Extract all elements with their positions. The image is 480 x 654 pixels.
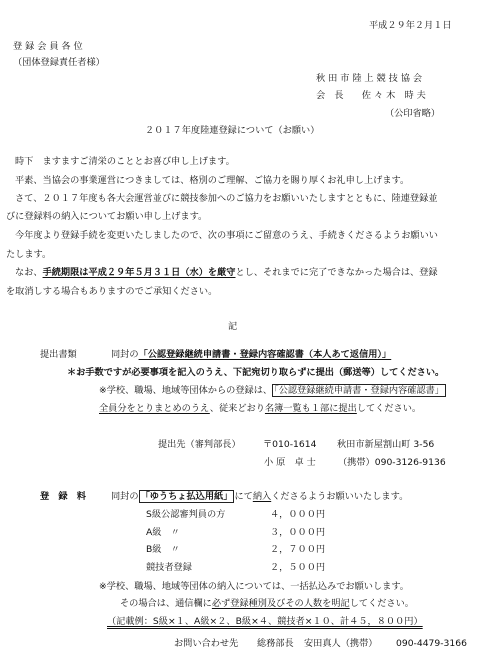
addressee-note: （団体登録責任者様） [13,57,105,68]
deadline-paragraph-line1 [15,268,438,277]
group-submission-prefix: ※学校、職場、地域等団体からの登録は、 [99,385,273,396]
submit-text: してください。 [356,403,422,414]
payment-example: （記載例：S級×１、A級×２、B級×４、競技者×１０、計４５，８００円） [107,616,423,627]
contact-name: 安田真人（携帯） [304,638,378,649]
submission-note: ＊お手数ですが必要事項を記入のうえ、下記宛切り取らずに提出（郵送等）してください。 [67,367,445,378]
greeting-paragraph: 時下 ますますご清栄のこととお喜び申し上げます。 [15,156,235,167]
all-members-text: 全員分をとりまとめのうえ [99,403,210,414]
contact-label: お問い合わせ先 [174,638,239,649]
destination-label: 提出先（審判部長） [158,439,241,450]
sender-organization: 秋 田 市 陸 上 競 技 協 会 [316,73,423,84]
payment-memo-note [120,599,414,608]
submission-enclosed: 同封の [111,349,139,360]
group-submission-instruction [99,404,421,413]
fee-category: 競技者登録 [146,561,192,573]
memo-required-text: 必ず登録種別及びその人数を明記 [211,598,350,609]
destination-phone: （携帯）090-3126-9136 [338,457,446,468]
fee-category: A級 〃 [146,526,180,538]
request-paragraph-line2: びに登録料の納入についてお願い申し上げます。 [6,211,208,222]
deadline-suffix: とし、それまでに完了できなかった場合は、登録 [235,267,438,278]
destination-postal-code: 〒010-1614 [263,439,317,450]
submission-form-name: 「公認登録継続申請書・登録内容確認書（本人あて返信用）」 [138,349,392,360]
thanks-paragraph: 平素、当協会の事業運営につきましては、格別のご理解、ご協力を賜り厚くお礼申し上げます。 [15,175,410,186]
fees-enclosed: 同封の [111,491,139,502]
deadline-prefix: なお、 [15,267,43,278]
procedure-paragraph-line2: たします。 [6,249,52,260]
procedure-paragraph-line1: 今年度より登録手続を変更いたしましたので、次の事項にご留意のうえ、手続きくださるようお願いい [15,230,438,241]
fee-amount: ４，０００円 [270,509,326,520]
fees-label: 登 録 料 [40,491,86,502]
fee-row [146,528,325,537]
fees-by: にて [234,491,253,502]
group-submission-note [99,386,446,395]
fee-amount: ２，７００円 [270,544,326,555]
ki-heading: 記 [228,321,238,332]
memo-suffix: してください。 [349,598,414,609]
contact-phone: 090-4479-3166 [396,638,467,649]
group-submission-form: 「公認登録継続申請書・登録内容確認書」 [274,385,445,396]
fees-instruction [111,492,408,501]
document-subject: ２０１７年度陸連登録について（お願い） [145,125,320,136]
fee-row [146,545,325,554]
memo-prefix: その場合は、通信欄に [120,598,212,609]
fee-amount: ３，０００円 [270,526,326,538]
as-before-text: 、従来どおり [209,403,265,414]
group-payment-note: ※学校、職場、地域等団体の納入については、一括払込みでお願いします。 [99,581,409,592]
deadline-text: 手続期限は平成２９年５月３１日（水）を厳守 [42,267,236,278]
deadline-paragraph-line2: を取消しする場合もありますのでご承知ください。 [6,286,218,297]
fees-request: くださるようお願いいたします。 [271,491,409,502]
fee-amount: ２，５００円 [270,561,326,573]
fee-row [146,510,325,519]
addressee: 登 録 会 員 各 位 [13,41,83,52]
fee-category: S級公認審判員の方 [146,509,226,520]
destination-address: 秋田市新屋割山町 3-56 [337,439,435,450]
fees-form-name: 「ゆうちょ払込用紙」 [140,491,233,502]
document-date: 平成２９年２月１日 [369,20,452,31]
submission-form-line [111,350,391,359]
seal-omitted-note: （公印省略） [385,108,441,119]
fee-category: B級 〃 [146,544,180,555]
request-paragraph-line1: さて、２０１７年度も各大会運営並びに競技参加へのご協力をお願いいたしますとともに、陸連登録並 [15,193,438,204]
fee-row [146,563,325,572]
submission-label: 提出書類 [40,349,77,360]
destination-person: 小 原 卓 士 [264,457,316,468]
fees-payment: 納入 [252,491,272,502]
contact-role: 総務部長 [257,638,294,649]
sender-president: 会 長 佐 々 木 時 夫 [316,90,426,101]
roster-text: 名簿一覧も１部に提出 [264,403,357,414]
